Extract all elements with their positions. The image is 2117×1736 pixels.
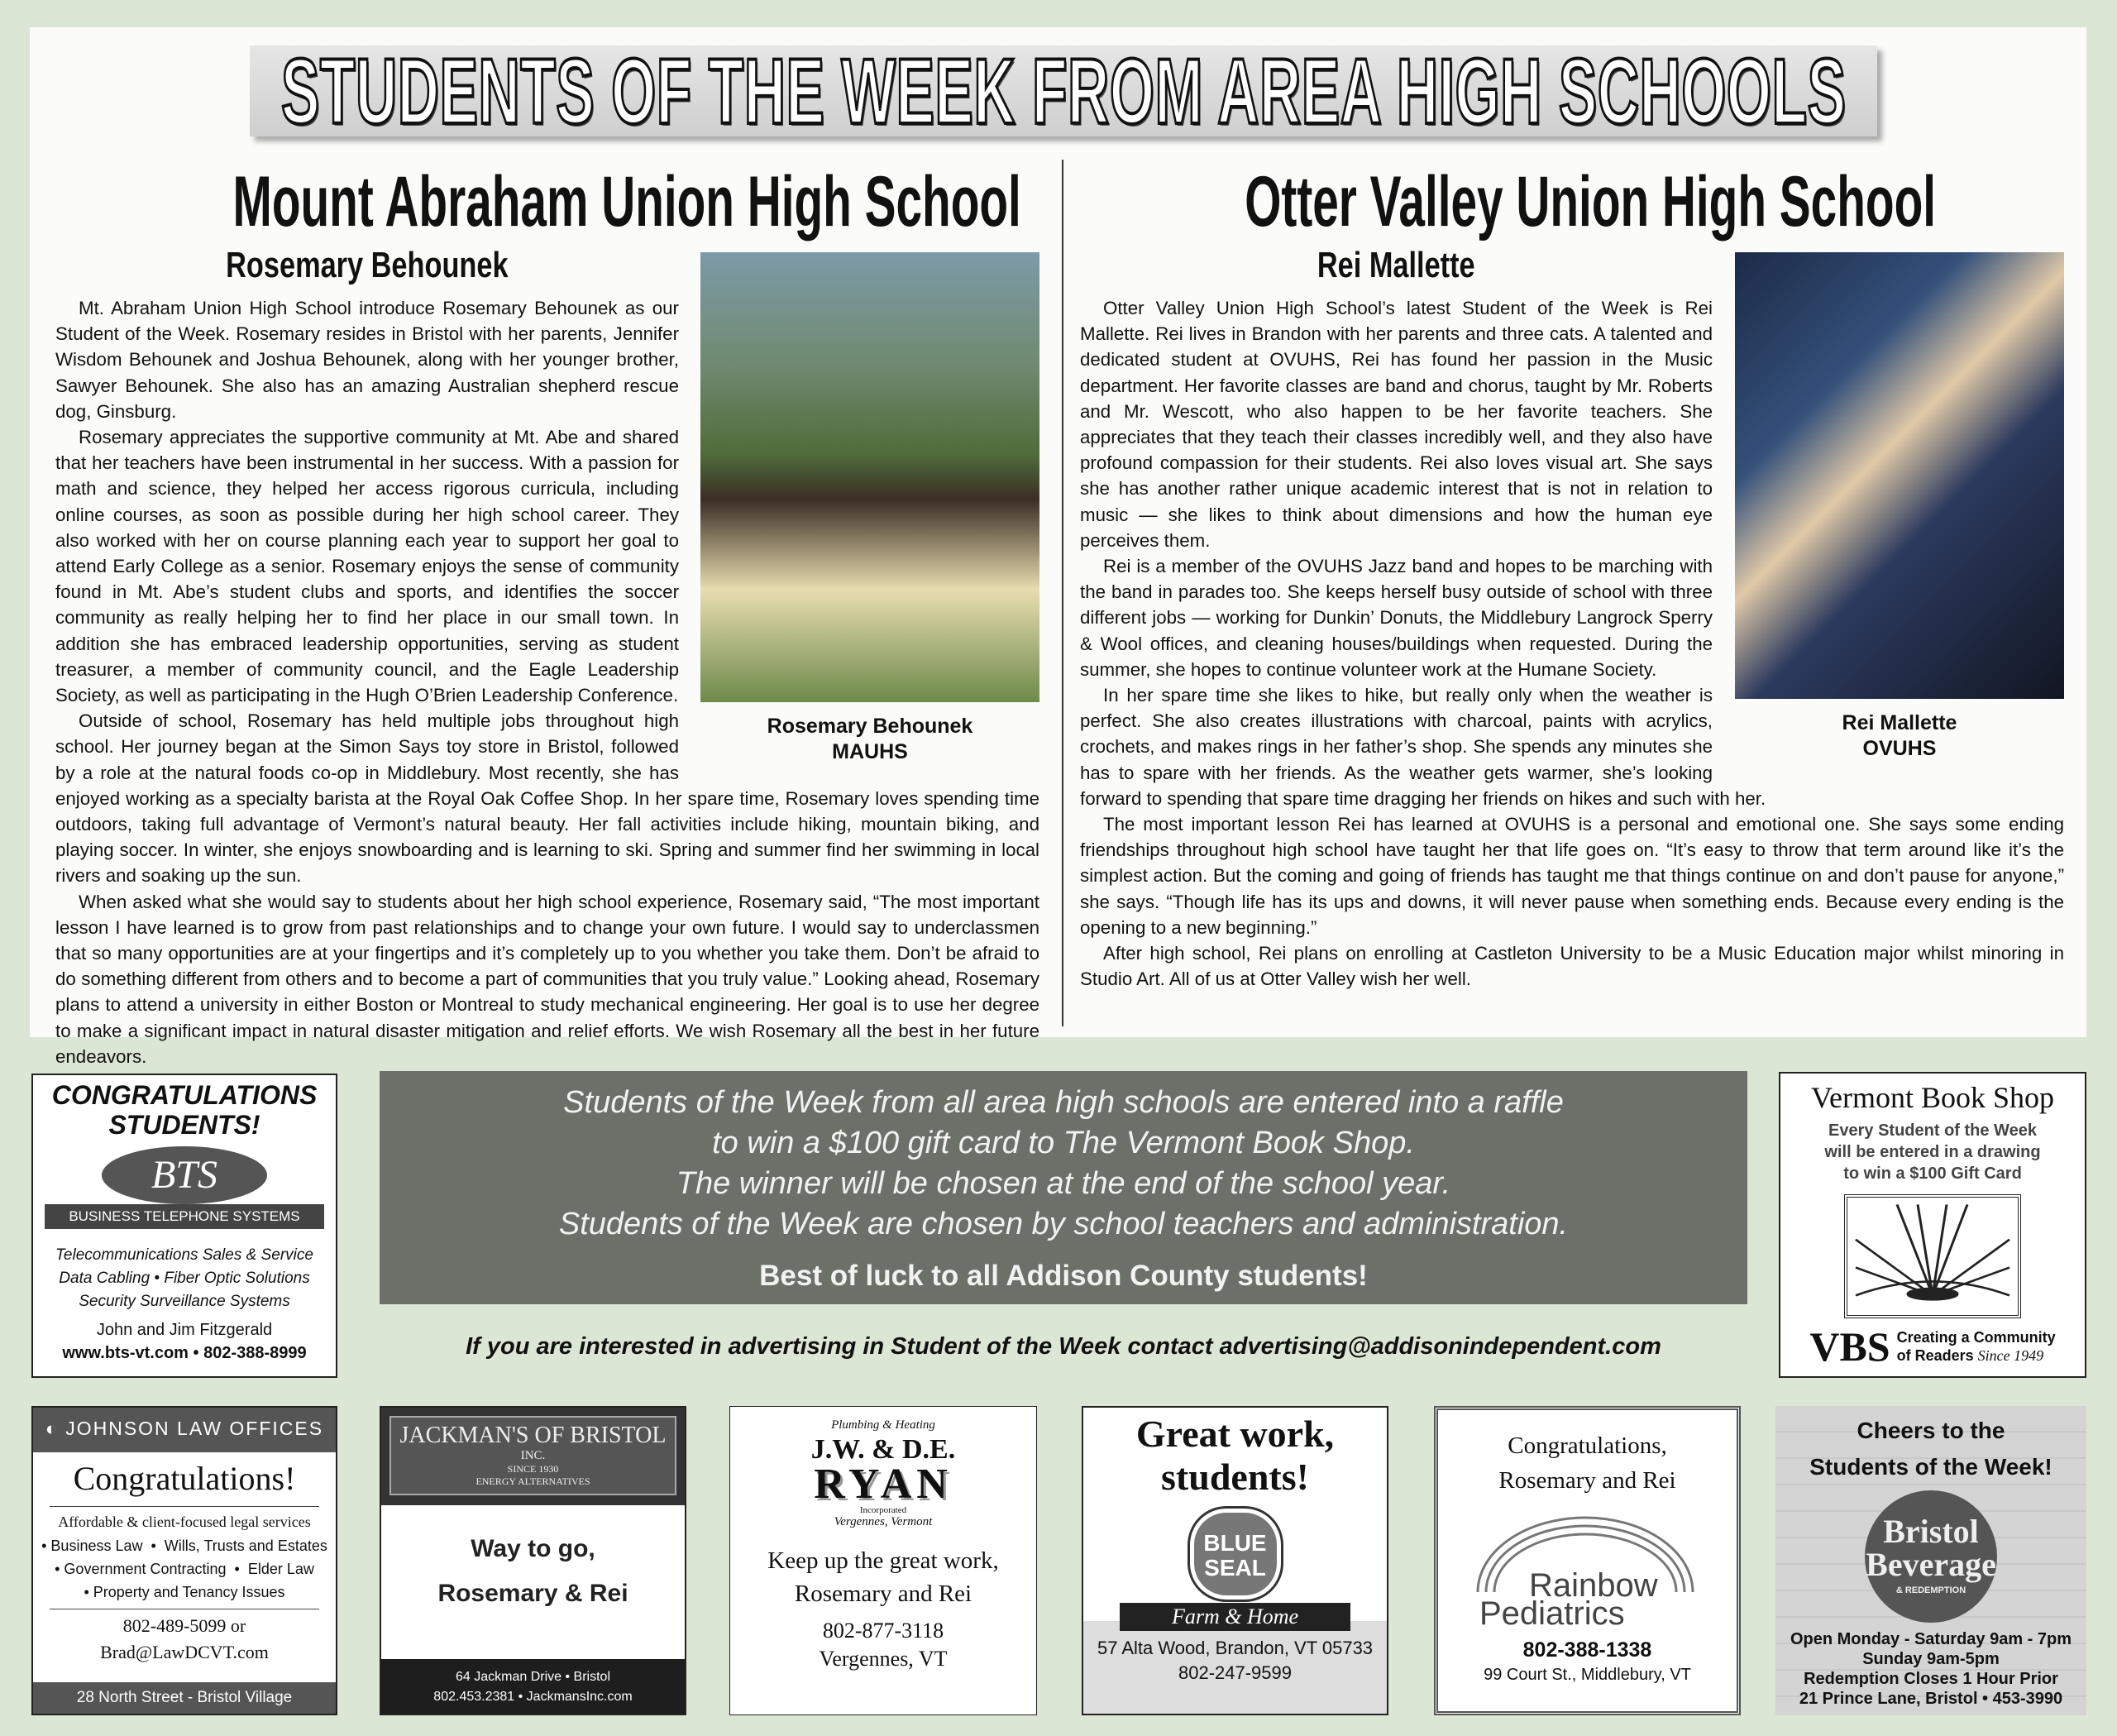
student-photo-figure	[1735, 252, 2064, 762]
ad-text-block	[1780, 1120, 2085, 1184]
ad-text: Security Surveillance Systems	[79, 1293, 290, 1310]
school-heading-left	[30, 161, 1063, 244]
ad-text: ENERGY ALTERNATIVES	[475, 1475, 590, 1487]
vbs-footer	[1780, 1325, 2085, 1368]
ad-text: Vergennes, Vermont	[834, 1515, 933, 1528]
ad-footer	[381, 1659, 685, 1714]
ryan-logo: J.W. & D.E.	[810, 1434, 956, 1465]
ad-text: will be entered in a drawing	[1824, 1143, 2041, 1161]
caption-name: Rei Mallette	[1842, 711, 1957, 734]
ad-text: Open Monday - Saturday 9am - 7pm	[1790, 1630, 2072, 1648]
ad-blue-seal	[1082, 1406, 1388, 1715]
ryan-logo: RYAN	[814, 1461, 953, 1508]
jackmans-logo	[381, 1408, 685, 1505]
raffle-notice	[380, 1071, 1747, 1304]
ad-contact	[730, 1617, 1036, 1673]
bts-logo: BTS	[102, 1146, 267, 1204]
ad-text: www.bts-vt.com • 802-388-8999	[62, 1344, 307, 1362]
vbs-mark: VBS	[1809, 1323, 1890, 1370]
paragraph: After high school, Rei plans on enrolling at Castleton University to be a Music Education major whilst minoring in Studio Art. All of us at Otter Valley wish her well.	[1080, 943, 2064, 990]
ad-text: 64 Jackman Drive • Bristol	[456, 1670, 610, 1684]
ad-text: BLUE	[1203, 1530, 1267, 1556]
ad-rainbow-pediatrics	[1434, 1406, 1741, 1715]
caption-school: OVUHS	[1862, 737, 1937, 760]
paragraph: Mt. Abraham Union High School introduce Rosemary Behounek as our Student of the Week. Rosemary resides in Bristol with her parents, Jennifer Wisdom Behounek and Joshua Behounek, along with her younger brother, Sawyer Behounek. She also has an amazing Australian shepherd rescue dog, Ginsburg.	[55, 298, 679, 422]
ad-text: to win a $100 Gift Card	[1843, 1165, 2022, 1183]
raffle-closing: Best of luck to all Addison County students!	[759, 1260, 1368, 1292]
ad-text: Beverage	[1866, 1546, 1996, 1583]
ad-ryan	[729, 1406, 1037, 1715]
raffle-line: Students of the Week are chosen by school teachers and administration.	[558, 1207, 1569, 1241]
ad-text: Brad@LawDCVT.com	[100, 1642, 269, 1662]
ad-text: Incorporated	[859, 1505, 907, 1515]
blue-seal-logo	[1190, 1509, 1281, 1600]
bristol-beverage-logo	[1865, 1490, 1997, 1623]
school-name: Otter Valley Union High School	[1245, 162, 1937, 242]
rainbow-logo	[1438, 1509, 1737, 1633]
ad-text: Redemption Closes 1 Hour Prior	[1804, 1670, 2058, 1688]
raffle-line: to win a $100 gift card to The Vermont Book Shop.	[712, 1126, 1415, 1160]
ad-text: Bristol	[1883, 1513, 1979, 1550]
school-name: Mount Abraham Union High School	[232, 162, 1021, 242]
ad-text: Rosemary and Rei	[1498, 1467, 1676, 1494]
ad-contact	[1083, 1636, 1387, 1686]
ad-headline	[1775, 1413, 2086, 1485]
caption-school: MAUHS	[832, 740, 908, 763]
ad-services	[33, 1244, 336, 1313]
ad-text: 802-247-9599	[1178, 1662, 1292, 1683]
ad-text: • Business Law • Wills, Trusts and Estates	[41, 1538, 327, 1554]
ad-text: Vergennes, VT	[819, 1647, 948, 1671]
ad-johnson-law	[31, 1406, 337, 1715]
ad-text: of Readers	[1896, 1347, 1974, 1364]
ad-text: 99 Court St., Middlebury, VT	[1484, 1666, 1691, 1684]
paragraph: When asked what she would say to students about her high school experience, Rosemary said, “The most important lesson I have learned is to grow from past relationships and to change your own future. I would say to underclassmen that so many opportunities are at your fingertips and it’s completely up to you whether you take them. Don’t be afraid to do something different from others and to become a part of communities that you truly value.” Looking ahead, Rosemary plans to attend a university in either Boston or Montreal to study mechanical engineering. Her goal is to use her degree to make a significant impact in natural disaster mitigation and relief efforts. We wish Rosemary all the best in her future endeavors.	[55, 891, 1039, 1067]
ad-services	[33, 1534, 336, 1604]
ad-text: INC.	[520, 1449, 546, 1462]
ad-text: & REDEMPTION	[1895, 1585, 1966, 1595]
ad-text: Farm & Home	[1120, 1603, 1350, 1631]
ad-text: Creating a Community	[1896, 1329, 2056, 1346]
ad-message	[381, 1527, 685, 1616]
ad-text: 802.453.2381 • JackmansInc.com	[433, 1690, 633, 1704]
open-book-icon	[1844, 1194, 2021, 1318]
ad-text: Every Student of the Week	[1828, 1121, 2037, 1140]
ad-bts	[31, 1074, 337, 1378]
photo-caption	[700, 714, 1039, 765]
raffle-line: Students of the Week from all area high schools are entered into a raffle	[563, 1085, 1564, 1120]
ad-text: BUSINESS TELEPHONE SYSTEMS	[45, 1204, 324, 1229]
ad-message	[1438, 1428, 1737, 1498]
ad-text: Telecommunications Sales & Service	[55, 1246, 313, 1264]
ad-header	[33, 1408, 336, 1452]
ad-text: STUDENTS!	[108, 1110, 260, 1140]
ad-text: Congratulations,	[1508, 1432, 1667, 1459]
ad-text: Rosemary and Rei	[794, 1581, 972, 1607]
paragraph: In her spare time she likes to hike, but really only when the weather is perfect. She also creates illustrations with charcoal, paints with acrylics, crochets, and makes rings in her father’s shop. She spends any minutes she has to spare with her friends. As the weather gets warmer, she’s looking forward to spending that spare time dragging her friends on hikes and such with her.	[1080, 685, 1766, 809]
ad-text: 57 Alta Wood, Brandon, VT 05733	[1097, 1638, 1374, 1658]
ad-text: Plumbing & Heating	[831, 1418, 935, 1432]
advertising-contact: If you are interested in advertising in Student of the Week contact advertising@addisonindependent.com	[466, 1333, 1661, 1360]
raffle-line: The winner will be chosen at the end of the school year.	[676, 1166, 1451, 1201]
ad-footer: 28 North Street - Bristol Village	[33, 1682, 336, 1714]
ad-text: 802-877-3118	[822, 1619, 944, 1643]
ad-vermont-book-shop	[1779, 1072, 2086, 1378]
ad-text: JOHNSON LAW OFFICES	[65, 1418, 324, 1439]
ad-text: SEAL	[1204, 1555, 1266, 1581]
ad-text: CONGRATULATIONS	[51, 1080, 318, 1110]
ad-headline: Congratulations!	[73, 1460, 296, 1497]
caption-name: Rosemary Behounek	[767, 715, 973, 738]
ad-headline	[33, 1080, 336, 1140]
ad-text: Rainbow	[1529, 1567, 1658, 1604]
school-heading-right	[1067, 161, 2100, 244]
logo-icon: ◐	[45, 1418, 66, 1439]
paragraph: Otter Valley Union High School’s latest Student of the Week is Rei Mallette. Rei lives in Brandon with her parents and three cats. A talented and dedicated student at OVUHS, Rei has found her passion in the Music department. Her favorite classes are band and chorus, taught by Mr. Roberts and Mr. Wescott, who also happen to be her favorite teachers. She appreciates that they teach their classes incredibly well, and they also have profound compassion for their students. Rei also loves visual art. She says she has another rather unique academic interest that is not in relation to music — she likes to think about dimensions and how the human eye perceives them.	[1080, 298, 1713, 551]
ad-jackmans	[380, 1406, 686, 1715]
vbs-tagline	[1897, 1328, 2056, 1365]
ad-hours	[1775, 1629, 2086, 1709]
article-left	[55, 245, 1039, 1069]
ad-text: Way to go,	[471, 1535, 595, 1562]
ad-text: Data Cabling • Fiber Optic Solutions	[59, 1270, 310, 1287]
ad-text: Rosemary & Rei	[437, 1580, 628, 1607]
student-photo	[700, 252, 1039, 702]
ad-text: Affordable & client-focused legal services	[50, 1506, 319, 1531]
ad-text: JACKMAN'S OF BRISTOL	[399, 1423, 667, 1448]
page-banner	[250, 45, 1877, 136]
ad-text: Pediatrics	[1479, 1595, 1625, 1632]
student-name-text: Rei Mallette	[1317, 245, 1475, 285]
student-name-text: Rosemary Behounek	[226, 245, 509, 285]
ad-text: Cheers to the	[1857, 1418, 2005, 1443]
paragraph: Rei is a member of the OVUHS Jazz band and hopes to be marching with the band in parades too. She keeps herself busy outside of school with three different jobs — working for Dunkin’ Donuts, the Middlebury Langrock Sperry & Wool offices, and cleaning houses/buildings when requested. During the summer, she hopes to continue volunteer work at the Humane Society.	[1080, 556, 1713, 680]
student-photo	[1735, 252, 2064, 699]
ad-text: Students of the Week!	[1809, 1454, 2052, 1480]
paragraph: Outside of school, Rosemary has held multiple jobs throughout high school. Her journey began at the Simon Says toy store in Bristol, followed by a role at the natural foods co-op in Middlebury. Most recently, she has enjoyed working as a specialty barista at the Royal Oak Coffee Shop. In her spare time, Rosemary loves spending time outdoors, taking full advantage of Vermont’s natural beauty. Her fall activities include hiking, mountain biking, and playing soccer. In winter, she enjoys snowboarding and is learning to ski. Spring and summer find her swimming in local rivers and soaking up the sun.	[55, 710, 1039, 887]
ad-text: • Property and Tenancy Issues	[84, 1584, 285, 1600]
ad-text: 802-489-5099 or	[122, 1615, 246, 1636]
paragraph: The most important lesson Rei has learned at OVUHS is a personal and emotional one. She says some ending friendships throughout high school have taught her that life goes on. “It’s easy to throw that term around like it’s the simplest action. But the coming and going of friends has taught me that things continue on and don’t pause for anyone,” she says. “Though life has its ups and downs, it will never pause when something ends. Because every ending is the opening to a new beginning.”	[1080, 814, 2064, 938]
column-divider	[1062, 160, 1063, 1026]
vbs-logo: Vermont Book Shop	[1810, 1081, 2054, 1114]
article-right	[1080, 245, 2064, 992]
ad-text: Keep up the great work,	[767, 1547, 999, 1574]
ad-contact	[50, 1609, 319, 1666]
ad-text: 802-388-1338	[1522, 1638, 1652, 1662]
paragraph: Rosemary appreciates the supportive community at Mt. Abe and shared that her teachers have been instrumental in her success. With a passion for math and science, they helped her access rigorous curricula, including online courses, as soon as possible during her high school career. They also worked with her on course planning each year to support her goal to attend Early College as a senior. Rosemary enjoys the sense of community found in Mt. Abe’s student clubs and sports, and identifies the soccer community as really helping her to find her place in our small town. In addition she has embraced leadership opportunities, serving as student treasurer, a member of community council, and the Eagle Leadership Society, as well as participating in the Hugh O’Brien Leadership Conference.	[55, 427, 679, 706]
ad-text: SINCE 1930	[507, 1463, 559, 1475]
ad-message	[730, 1544, 1036, 1610]
ad-text: 21 Prince Lane, Bristol • 453-3990	[1799, 1690, 2063, 1708]
ad-headline	[1083, 1413, 1387, 1499]
ad-text: students!	[1161, 1456, 1309, 1498]
photo-caption	[1735, 710, 2064, 762]
ad-text: Sunday 9am-5pm	[1862, 1650, 2000, 1668]
ad-bristol-beverage	[1775, 1406, 2086, 1715]
ad-text: • Government Contracting • Elder Law	[55, 1561, 314, 1577]
ad-text: Great work,	[1135, 1413, 1335, 1455]
ad-text: Since 1949	[1977, 1347, 2044, 1364]
ad-text: John and Jim Fitzgerald	[96, 1321, 273, 1339]
page-title: STUDENTS OF THE WEEK FROM AREA HIGH SCHOOLS	[280, 45, 1847, 136]
student-photo-figure	[700, 252, 1039, 765]
